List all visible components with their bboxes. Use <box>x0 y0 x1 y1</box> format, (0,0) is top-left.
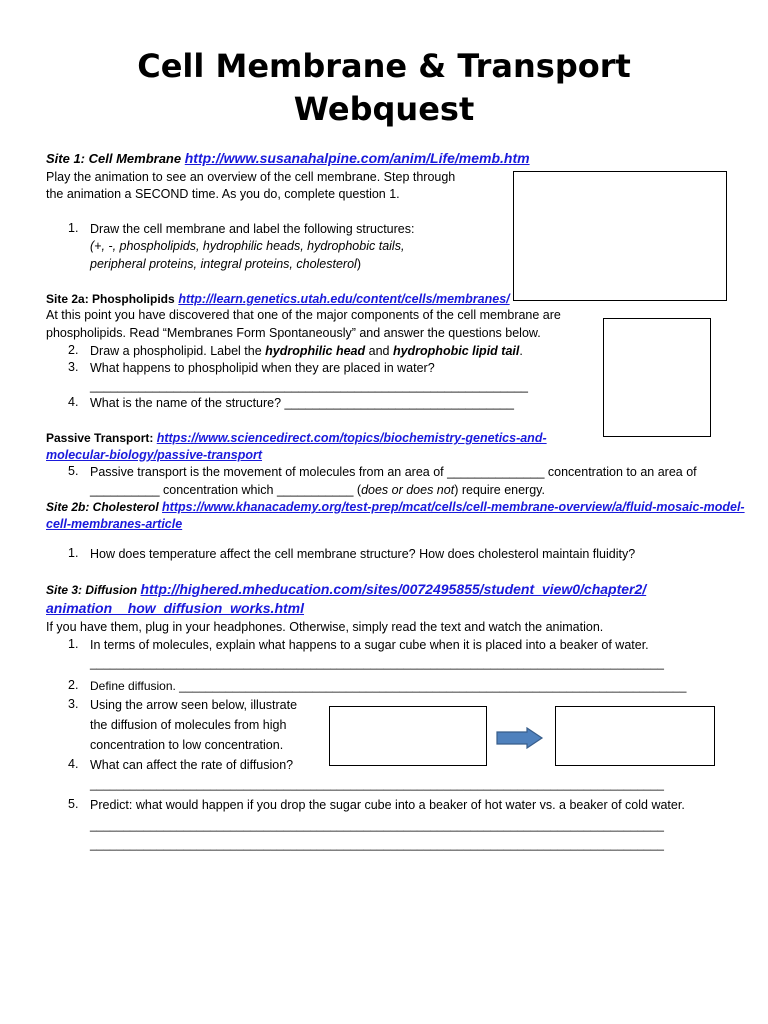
site3-q3-line2: the diffusion of molecules from high <box>90 718 287 732</box>
site2b-link-line2 <box>46 516 182 531</box>
site2a-label: Site 2a: Phospholipids <box>46 292 175 306</box>
site1-label: Site 1: Cell Membrane <box>46 151 182 166</box>
site3-q2-text: Define diffusion. ____________________________________________________________________________ <box>90 679 687 693</box>
right-arrow-icon <box>496 727 544 749</box>
site3-intro: If you have them, plug in your headphones. Otherwise, simply read the text and watch the animation. <box>46 620 604 634</box>
site1-q1-structures-2: peripheral proteins, integral proteins, cholesterol) <box>90 257 361 271</box>
page-title-line2: Webquest <box>293 90 475 128</box>
page-title-line1: Cell Membrane & Transport <box>137 47 631 85</box>
site3-link-part1[interactable]: http://highered.mheducation.com/sites/0072495855/student_view0/chapter2/ <box>140 581 647 597</box>
site2a-link[interactable]: http://learn.genetics.utah.edu/content/cells/membranes/ <box>178 292 510 306</box>
site1-intro-line1: Play the animation to see an overview of the cell membrane. Step through <box>46 170 456 184</box>
site2a-q4-text: What is the name of the structure? _________________________________ <box>90 396 514 410</box>
site3-q3-line1: Using the arrow seen below, illustrate <box>90 698 298 712</box>
site1-drawing-box[interactable] <box>513 171 727 301</box>
site3-q1-answer-line[interactable]: ______________________________________________________________________________________ <box>90 656 664 670</box>
site1-heading <box>46 150 530 166</box>
passive-q5-number: 5. <box>68 464 79 478</box>
site3-q5-number: 5. <box>68 797 79 811</box>
site2a-q3-text: What happens to phospholipid when they are placed in water? <box>90 361 435 375</box>
site2a-q4-number: 4. <box>68 395 79 409</box>
passive-heading <box>46 430 547 445</box>
site2b-q1-number: 1. <box>68 546 79 560</box>
passive-q5-line2: __________ concentration which ___________ (does or does not) require energy. <box>90 483 545 497</box>
site1-q1-number: 1. <box>68 221 79 235</box>
site3-q3-number: 3. <box>68 697 79 711</box>
site3-q5-text: Predict: what would happen if you drop the sugar cube into a beaker of hot water vs. a beaker of cold water. <box>90 798 685 812</box>
site3-q2-number: 2. <box>68 678 79 692</box>
site3-q4-number: 4. <box>68 757 79 771</box>
site2a-intro-line2: phospholipids. Read “Membranes Form Spontaneously” and answer the questions below. <box>46 326 541 340</box>
high-concentration-box[interactable] <box>329 706 487 766</box>
site2b-label: Site 2b: Cholesterol <box>46 500 163 514</box>
site1-intro-line2: the animation a SECOND time. As you do, complete question 1. <box>46 187 400 201</box>
passive-q5-line1: Passive transport is the movement of molecules from an area of ______________ concentration to an area of <box>90 465 697 479</box>
low-concentration-box[interactable] <box>555 706 715 766</box>
site2a-q2-text: Draw a phospholipid. Label the hydrophilic head and hydrophobic lipid tail. <box>90 344 523 358</box>
site2b-link-part1[interactable]: https://www.khanacademy.org/test-prep/mcat/cells/cell-membrane-overview/a/fluid-mosaic-model- <box>162 500 745 514</box>
site3-q5-answer-line1[interactable]: ______________________________________________________________________________________ <box>90 818 664 832</box>
site2a-heading <box>46 291 510 306</box>
site2a-q3-number: 3. <box>68 360 79 374</box>
site3-q1-number: 1. <box>68 637 79 651</box>
site3-q4-answer-line[interactable]: ______________________________________________________________________________________ <box>90 777 664 791</box>
site3-heading <box>46 581 646 597</box>
phospholipid-drawing-box[interactable] <box>603 318 711 437</box>
passive-link-part2[interactable]: molecular-biology/passive-transport <box>46 448 263 462</box>
site1-q1-structures: (+, -, phospholipids, hydrophilic heads, hydrophobic tails, <box>90 239 405 253</box>
site3-q5-answer-line2[interactable]: ______________________________________________________________________________________ <box>90 837 664 851</box>
passive-label: Passive Transport: <box>46 431 157 445</box>
site1-link[interactable]: http://www.susanahalpine.com/anim/Life/memb.htm <box>184 150 530 166</box>
site2b-q1-text: How does temperature affect the cell membrane structure? How does cholesterol maintain fluidity? <box>90 547 636 561</box>
site1-q1-text: Draw the cell membrane and label the following structures: <box>90 222 415 236</box>
site3-link-line2 <box>46 600 304 616</box>
site3-q1-text: In terms of molecules, explain what happens to a sugar cube when it is placed into a beaker of water. <box>90 638 649 652</box>
site3-q3-line3: concentration to low concentration. <box>90 738 284 752</box>
passive-link-part1[interactable]: https://www.sciencedirect.com/topics/biochemistry-genetics-and- <box>156 431 547 445</box>
site2a-intro-line1: At this point you have discovered that one of the major components of the cell membrane are <box>46 308 561 322</box>
passive-link-line2 <box>46 447 262 462</box>
site3-label: Site 3: Diffusion <box>46 583 141 597</box>
site3-q4-text: What can affect the rate of diffusion? <box>90 758 294 772</box>
site2b-heading <box>46 499 745 514</box>
site2a-q3-answer-line[interactable]: _______________________________________________________________ <box>90 379 528 393</box>
site2b-link-part2[interactable]: cell-membranes-article <box>46 517 183 531</box>
site3-link-part2[interactable]: animation__how_diffusion_works.html <box>46 600 305 616</box>
site2a-q2-number: 2. <box>68 343 79 357</box>
